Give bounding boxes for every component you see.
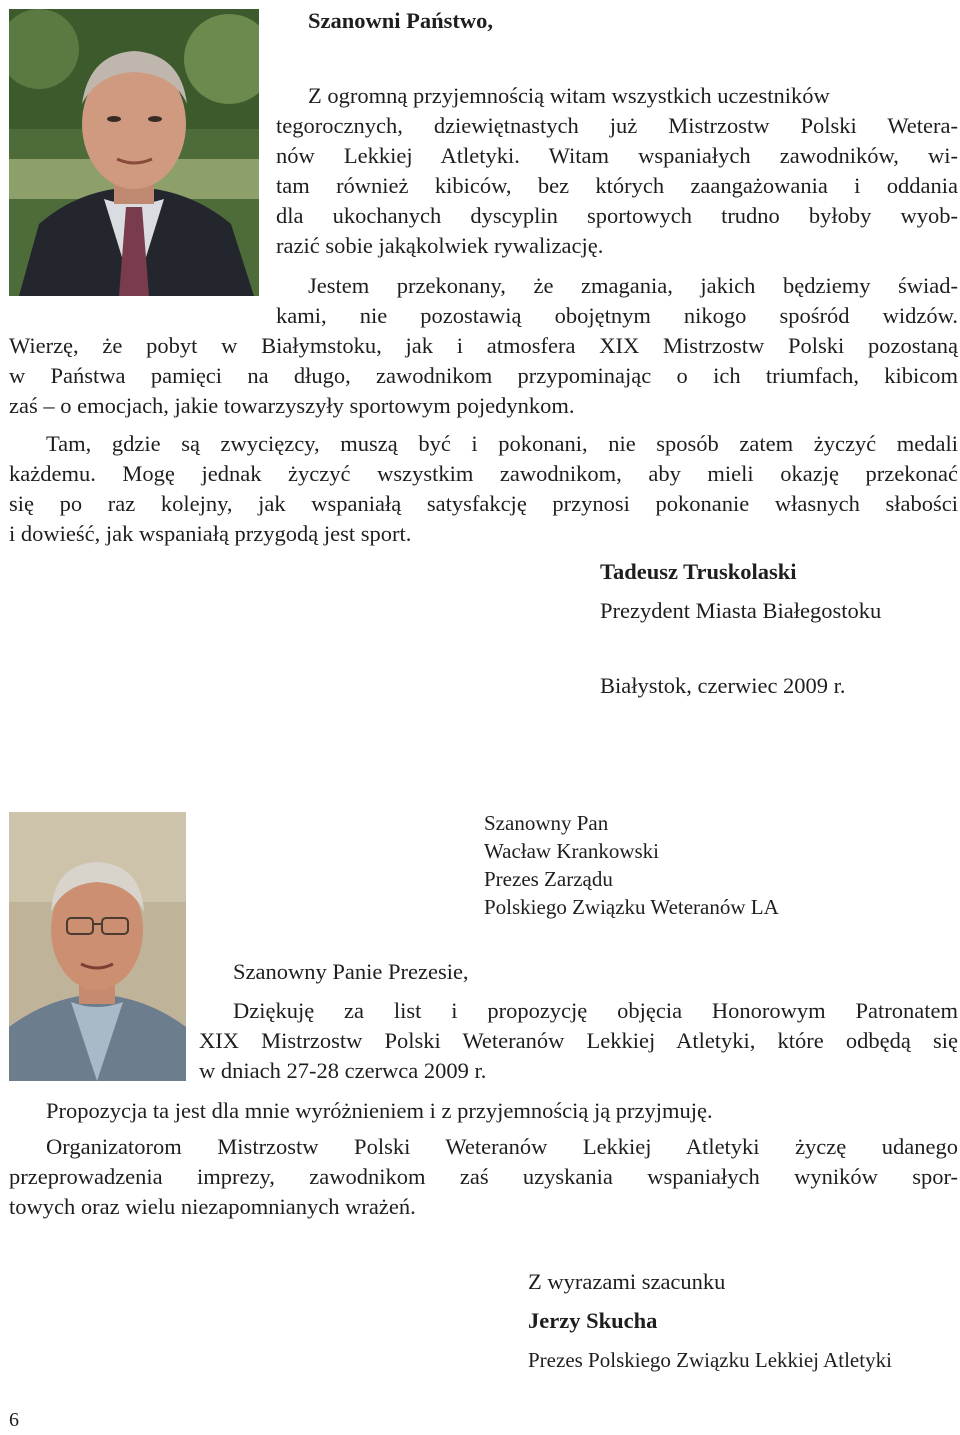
text-line: w Państwa pamięci na długo, zawodnikom przypominając o ich triumfach, kibicom [9,363,958,388]
text-line: Wierzę, że pobyt w Białymstoku, jak i atmosfera XIX Mistrzostw Polski pozostaną [9,333,958,358]
letter1-place-date: Białystok, czerwiec 2009 r. [600,673,846,698]
letter2-signature-name: Jerzy Skucha [528,1308,658,1333]
letter2-greeting: Szanowny Panie Prezesie, [233,959,469,984]
letter2-signature-title: Prezes Polskiego Związku Lekkiej Atletyki [528,1348,892,1372]
text-line: towych oraz wielu niezapomnianych wrażeń. [9,1194,416,1219]
addressee-line: Szanowny Pan [484,811,609,835]
text-line: razić sobie jakąkolwiek rywalizację. [276,233,604,258]
text-line: przeprowadzenia imprezy, zawodnikom zaś uzyskania wspaniałych wyników spor- [9,1164,958,1189]
text-line: tegorocznych, dziewiętnastych już Mistrzostw Polski Wetera- [276,113,958,138]
text-line: w dniach 27-28 czerwca 2009 r. [199,1058,487,1083]
letter1-signature-title: Prezydent Miasta Białegostoku [600,598,882,623]
text-line: każdemu. Mogę jednak życzyć wszystkim zawodnikom, aby mieli okazję przekonać [9,461,958,486]
text-line: się po raz kolejny, jak wspaniałą satysfakcję przynosi pokonanie własnych słabości [9,491,958,516]
text-line: Dziękuję za list i propozycję objęcia Honorowym Patronatem [233,998,958,1023]
text-line: kami, nie pozostawią obojętnym nikogo spośród widzów. [276,303,958,328]
text-line: Jestem przekonany, że zmagania, jakich będziemy świad- [308,273,958,298]
portrait-illustration [9,812,186,1081]
portrait-illustration [9,9,259,296]
text-line: i dowieść, jak wspaniałą przygodą jest sport. [9,521,412,546]
text-line: Organizatorom Mistrzostw Polski Weteranów Lekkiej Atletyki życzę udanego [46,1134,958,1159]
text-line: tam również kibiców, bez których zaangażowania i oddania [276,173,958,198]
text-line: Z ogromną przyjemnością witam wszystkich uczestników [308,83,830,108]
text-line: nów Lekkiej Atletyki. Witam wspaniałych zawodników, wi- [276,143,958,168]
addressee-line: Wacław Krankowski [484,839,660,863]
addressee-line: Polskiego Związku Weteranów LA [484,895,779,919]
portrait-photo-skucha [9,812,186,1081]
text-line: zaś – o emocjach, jakie towarzyszyły sportowym pojedynkom. [9,393,575,418]
letter2-closing: Z wyrazami szacunku [528,1269,726,1294]
text-line: XIX Mistrzostw Polski Weteranów Lekkiej Atletyki, które odbędą się [199,1028,958,1053]
text-line: Tam, gdzie są zwycięzcy, muszą być i pokonani, nie sposób zatem życzyć medali [46,431,958,456]
page-number: 6 [9,1409,19,1431]
portrait-photo-truskolaski [9,9,259,296]
letter1-greeting: Szanowni Państwo, [308,8,494,33]
letter1-signature-name: Tadeusz Truskolaski [600,559,797,584]
text-line: dla ukochanych dyscyplin sportowych trudno byłoby wyob- [276,203,958,228]
addressee-line: Prezes Zarządu [484,867,613,891]
letter2-paragraph-2: Propozycja ta jest dla mnie wyróżnieniem i z przyjemnością ją przyjmuję. [46,1098,713,1123]
